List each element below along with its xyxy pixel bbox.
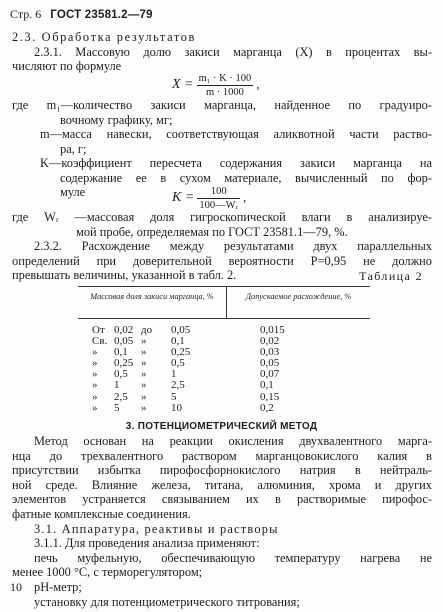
section-3-body (12, 434, 432, 609)
paragraph-line: присутствии избытка пирофосфорнокислого натрия в нейтраль- (12, 463, 432, 478)
definition-wr (12, 210, 432, 239)
range-part: до (141, 324, 153, 336)
definition-line: вочному графику, мг; (60, 112, 173, 127)
range-part: 0,02 (114, 324, 134, 336)
paragraph-line: превышать величины, указанной в табл. 2. (12, 268, 237, 283)
paragraph-line: ной среде. Влияние железа, титана, алюминия, хрома и других (12, 477, 432, 492)
table-caption: Таблица 2 (359, 269, 423, 283)
tolerance-cell: 0,1 (260, 379, 274, 392)
range-part: » (92, 390, 98, 403)
range-part: 0,1 (114, 346, 128, 359)
paragraph-line: элементов устраняется связыванием их в растворимые пирофос- (12, 492, 432, 507)
tolerance-cell: 0,015 (260, 324, 285, 336)
paragraph-line: 2.3.2. Расхождение между результатами двух параллельных (34, 239, 432, 253)
range-part: » (141, 346, 147, 359)
range-part: 5 (171, 390, 177, 403)
range-part: » (141, 335, 147, 348)
table-row (78, 392, 370, 403)
formula-denominator: 100—Wᵣ (199, 200, 238, 211)
list-item-continuation: менее 1000 °С, с терморегулятором; (12, 565, 203, 580)
range-part: 0,05 (171, 324, 191, 336)
definition-m (40, 127, 432, 156)
table-header (78, 287, 370, 319)
definition-m1 (12, 98, 432, 127)
range-part: » (141, 357, 147, 370)
tolerance-cell: 0,2 (260, 401, 274, 414)
tolerance-cell: 0,05 (260, 357, 280, 370)
formula-numerator: m₁ · K · 100 (198, 73, 252, 84)
formula-tail: , (256, 77, 260, 92)
range-part: 0,25 (114, 357, 134, 370)
range-part: » (141, 379, 147, 392)
paragraph-line: 2.3.1. Массовую долю закиси марганца (X) в процентах вы- (34, 44, 432, 59)
paragraph-line: нца до трехвалентного раствором марганцовокислого калия в (12, 448, 432, 463)
range-cell (78, 380, 226, 391)
range-part: » (141, 390, 147, 403)
definition-line: ра, г; (60, 141, 87, 156)
formula-fraction (197, 73, 254, 98)
definition-line: содержание ее в сухом материале, вычисленный по фор- (60, 170, 432, 185)
column-header-content: Массовая доля закиси марганца, % (78, 287, 227, 318)
range-part: 2,5 (114, 390, 128, 403)
range-part: » (92, 346, 98, 359)
section-title: 2.3. Обработка результатов (12, 30, 196, 44)
range-part: 2,5 (171, 379, 185, 392)
range-part: 0,1 (171, 335, 185, 348)
definition-line: муле (60, 185, 86, 200)
formula-lhs: X = (172, 77, 194, 93)
range-part: 5 (114, 401, 120, 414)
definition-line: m—масса навески, соответствующая аликвотной части раство- (40, 127, 432, 141)
range-cell (78, 358, 226, 369)
formula-denominator: m · 1000 (205, 87, 244, 98)
formula-k (172, 186, 246, 211)
paragraph-line: числяют по формуле (12, 59, 122, 74)
range-cell (78, 369, 226, 380)
table-body (78, 319, 370, 414)
range-cell (78, 336, 226, 347)
tolerance-cell: 0,02 (260, 335, 280, 348)
standard-code: ГОСТ 23581.2—79 (50, 9, 153, 21)
list-item: установку для потенциометрического титрования; (34, 594, 300, 609)
page-label: Стр. 6 (10, 7, 42, 21)
paragraph-line: 3.1.1. Для проведения анализа применяют: (34, 536, 260, 551)
range-part: » (92, 368, 98, 381)
table-row (78, 380, 370, 391)
page-header (10, 7, 153, 23)
range-part: 0,5 (114, 368, 128, 381)
range-cell (78, 392, 226, 403)
formula-lhs: K = (172, 190, 195, 206)
list-item: печь муфельную, обеспечивающую температуру нагрева не (34, 550, 432, 565)
page-number: 10 (10, 580, 22, 594)
range-part: Св. (92, 335, 108, 348)
paragraph-line: фатные комплексные соединения. (12, 506, 191, 521)
range-part: » (92, 401, 98, 414)
paragraph-line: определений при доверительной вероятности P=0,95 не должно (12, 253, 432, 268)
paragraph-line: Метод основан на реакции окисления двухвалентного маргa- (34, 434, 432, 448)
tolerance-cell: 0,15 (260, 390, 280, 403)
range-part: » (141, 368, 147, 381)
tolerance-cell: 0,07 (260, 368, 280, 381)
formula-numerator: 100 (197, 186, 240, 199)
table-2 (78, 286, 370, 414)
formula-tail: , (243, 190, 247, 205)
formula-fraction (197, 186, 240, 211)
table-row (78, 369, 370, 380)
column-header-tolerance: Допускаемое расхождение, % (245, 292, 352, 301)
range-part: 0,05 (114, 335, 134, 348)
range-cell (78, 403, 226, 414)
range-part: 0,5 (171, 357, 185, 370)
list-item: рН-метр; (34, 579, 82, 594)
table-row (78, 403, 370, 414)
range-part: 0,25 (171, 346, 191, 359)
definition-line: где m₁—количество закиси марганца, найденное по градуиро- (12, 98, 432, 112)
tolerance-cell: 0,03 (260, 346, 280, 359)
range-cell (78, 347, 226, 358)
range-part: 1 (114, 379, 120, 392)
range-part: » (92, 357, 98, 370)
section-3-title: 3. ПОТЕНЦИОМЕТРИЧЕСКИЙ МЕТОД (125, 421, 318, 432)
definition-line: мой пробе, определяемая по ГОСТ 23581.1—79, %. (76, 224, 348, 239)
subsection-title: 3.1. Аппаратура, реактивы и растворы (34, 521, 279, 536)
definition-line: где Wᵣ —массовая доля гигроскопической влаги в анализируе- (12, 210, 432, 224)
range-part: » (92, 379, 98, 392)
range-part: » (141, 401, 147, 414)
section-2-3 (12, 30, 432, 74)
range-part: 1 (171, 368, 177, 381)
range-part: От (92, 324, 105, 336)
definition-line: K—коэффициент пересчета содержания закиси марганца на (40, 156, 432, 170)
formula-x (172, 73, 259, 98)
range-part: 10 (171, 401, 182, 414)
